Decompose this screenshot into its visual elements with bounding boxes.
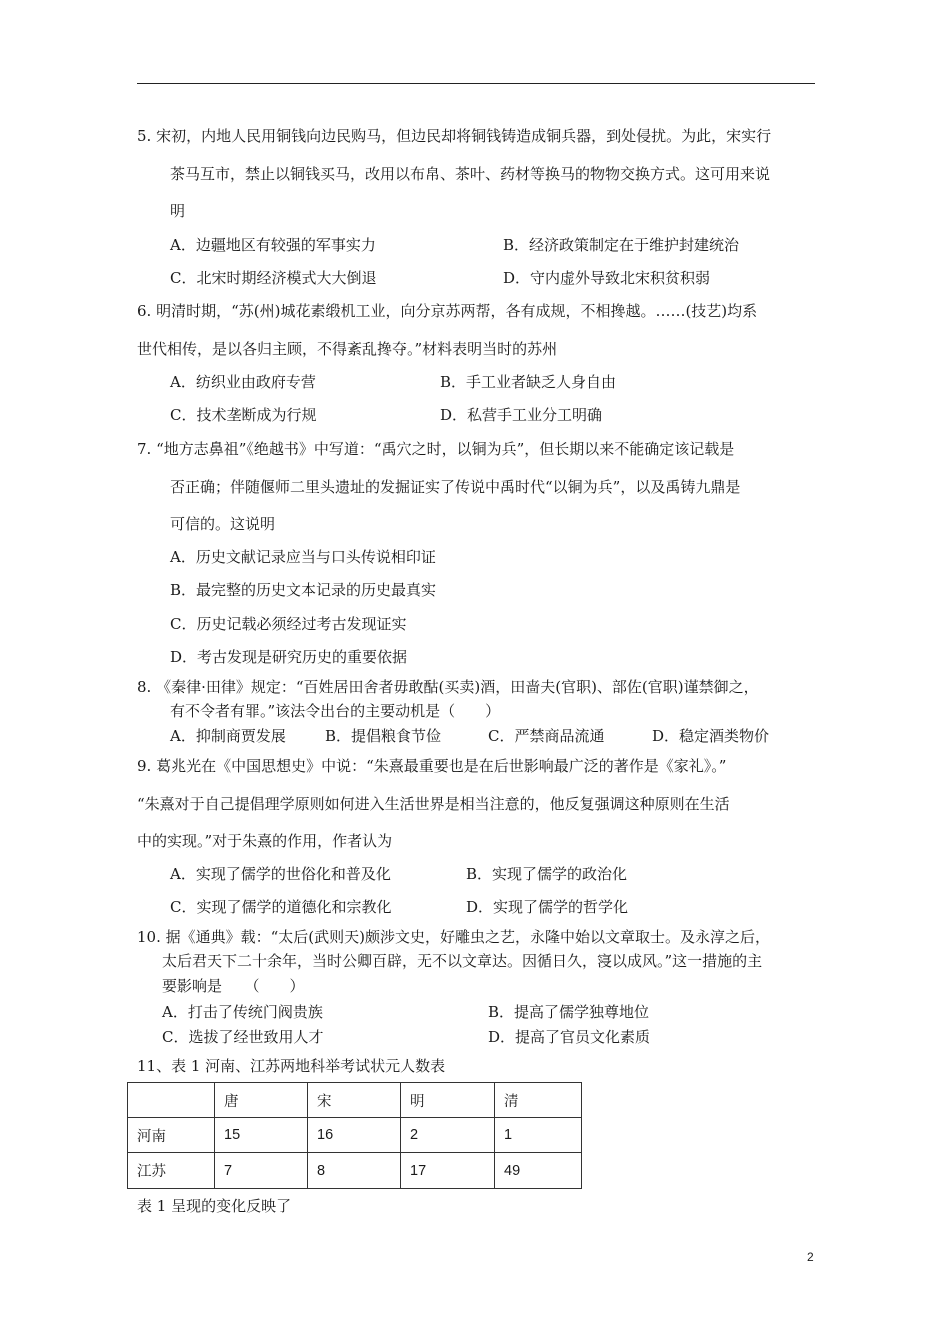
q8-option-a: A．抑制商贾发展 <box>170 727 286 745</box>
q5-stem-line2: 茶马互市，禁止以铜钱买马，改用以布帛、茶叶、药材等换马的物物交换方式。这可用来说 <box>170 165 771 183</box>
q8-stem-line2: 有不令者有罪。”该法令出台的主要动机是（ ） <box>170 702 501 720</box>
q10-option-b: B．提高了儒学独尊地位 <box>488 1003 650 1021</box>
table-header-cell: 宋 <box>308 1083 401 1118</box>
table-row <box>128 1118 582 1153</box>
table-cell: 15 <box>215 1118 308 1153</box>
q10-option-c: C．选拔了经世致用人才 <box>162 1028 324 1046</box>
q9-option-c: C．实现了儒学的道德化和宗教化 <box>170 898 392 916</box>
table-header-cell: 明 <box>401 1083 495 1118</box>
q6-stem-line1: 6. 明清时期，“苏(州)城花素缎机工业，向分京苏两帮，各有成规，不相搀越。……(技艺)均系 <box>137 302 758 320</box>
q6-option-a: A．纺织业由政府专营 <box>170 373 316 391</box>
q5-option-a: A．边疆地区有较强的军事实力 <box>170 236 376 254</box>
table-header-cell: 唐 <box>215 1083 308 1118</box>
table-cell: 河南 <box>128 1118 215 1153</box>
q9-stem-line2: “朱熹对于自己提倡理学原则如何进入生活世界是相当注意的，他反复强调这种原则在生活 <box>137 795 730 813</box>
q5-option-b: B．经济政策制定在于维护封建统治 <box>503 236 740 254</box>
q9-option-a: A．实现了儒学的世俗化和普及化 <box>170 865 391 883</box>
q8-stem-line1: 8. 《秦律·田律》规定：“百姓居田舍者毋敢酤(买卖)酒，田啬夫(官职)、部佐(官职)谨禁御之， <box>137 678 759 696</box>
table-cell: 17 <box>401 1153 495 1189</box>
q11-table <box>127 1082 582 1189</box>
header-rule <box>137 83 815 84</box>
table-cell: 7 <box>215 1153 308 1189</box>
table-cell: 1 <box>495 1118 582 1153</box>
q6-option-d: D．私营手工业分工明确 <box>440 406 603 424</box>
q5-option-d: D．守内虚外导致北宋积贫积弱 <box>503 269 711 287</box>
q5-stem-line3: 明 <box>170 202 186 220</box>
q7-option-a: A．历史文献记录应当与口头传说相印证 <box>170 548 436 566</box>
q7-option-d: D．考古发现是研究历史的重要依据 <box>170 648 408 666</box>
q10-option-a: A．打击了传统门阀贵族 <box>162 1003 323 1021</box>
q9-stem-line1: 9. 葛兆光在《中国思想史》中说：“朱熹最重要也是在后世影响最广泛的著作是《家礼》。” <box>137 757 727 775</box>
q8-option-c: C．严禁商品流通 <box>488 727 605 745</box>
q10-stem-line1: 10. 据《通典》载：“太后(武则天)颇涉文史，好雕虫之艺，永隆中始以文章取士。及永淳之后， <box>137 928 770 946</box>
q9-option-d: D．实现了儒学的哲学化 <box>466 898 629 916</box>
q9-option-b: B．实现了儒学的政治化 <box>466 865 628 883</box>
q7-stem-line3: 可信的。这说明 <box>170 515 276 533</box>
q7-stem-line1: 7. “地方志鼻祖”《绝越书》中写道：“禹穴之时，以铜为兵”，但长期以来不能确定该记载是 <box>137 440 735 458</box>
q10-stem-line3: 要影响是 （ ） <box>162 977 305 995</box>
table-cell: 8 <box>308 1153 401 1189</box>
table-row <box>128 1153 582 1189</box>
table-header-row <box>128 1083 582 1118</box>
q9-stem-line3: 中的实现。”对于朱熹的作用，作者认为 <box>137 832 393 850</box>
q5-option-c: C．北宋时期经济模式大大倒退 <box>170 269 377 287</box>
q8-option-b: B．提倡粮食节俭 <box>325 727 442 745</box>
q11-caption: 表 1 呈现的变化反映了 <box>137 1197 292 1215</box>
q10-stem-line2: 太后君天下二十余年，当时公卿百辟，无不以文章达。因循日久，寖以成风。”这一措施的主 <box>162 952 763 970</box>
table-header-cell <box>128 1083 215 1118</box>
q7-stem-line2: 否正确；伴随偃师二里头遗址的发掘证实了传说中禹时代“以铜为兵”，以及禹铸九鼎是 <box>170 478 741 496</box>
q5-stem-line1: 5. 宋初，内地人民用铜钱向边民购马，但边民却将铜钱铸造成铜兵器，到处侵扰。为此，宋实行 <box>137 127 772 145</box>
q10-option-d: D．提高了官员文化素质 <box>488 1028 651 1046</box>
q11-title: 11、表 1 河南、江苏两地科举考试状元人数表 <box>137 1057 446 1075</box>
q7-option-c: C．历史记载必须经过考古发现证实 <box>170 615 407 633</box>
q6-option-c: C．技术垄断成为行规 <box>170 406 317 424</box>
table-cell: 江苏 <box>128 1153 215 1189</box>
q6-stem-line2: 世代相传，是以各归主顾，不得紊乱搀夺。”材料表明当时的苏州 <box>137 340 558 358</box>
q7-option-b: B．最完整的历史文本记录的历史最真实 <box>170 581 437 599</box>
table-header-cell: 清 <box>495 1083 582 1118</box>
table-cell: 2 <box>401 1118 495 1153</box>
page-number: 2 <box>807 1250 814 1264</box>
table-cell: 16 <box>308 1118 401 1153</box>
table-cell: 49 <box>495 1153 582 1189</box>
q6-option-b: B．手工业者缺乏人身自由 <box>440 373 617 391</box>
q8-option-d: D．稳定酒类物价 <box>652 727 770 745</box>
